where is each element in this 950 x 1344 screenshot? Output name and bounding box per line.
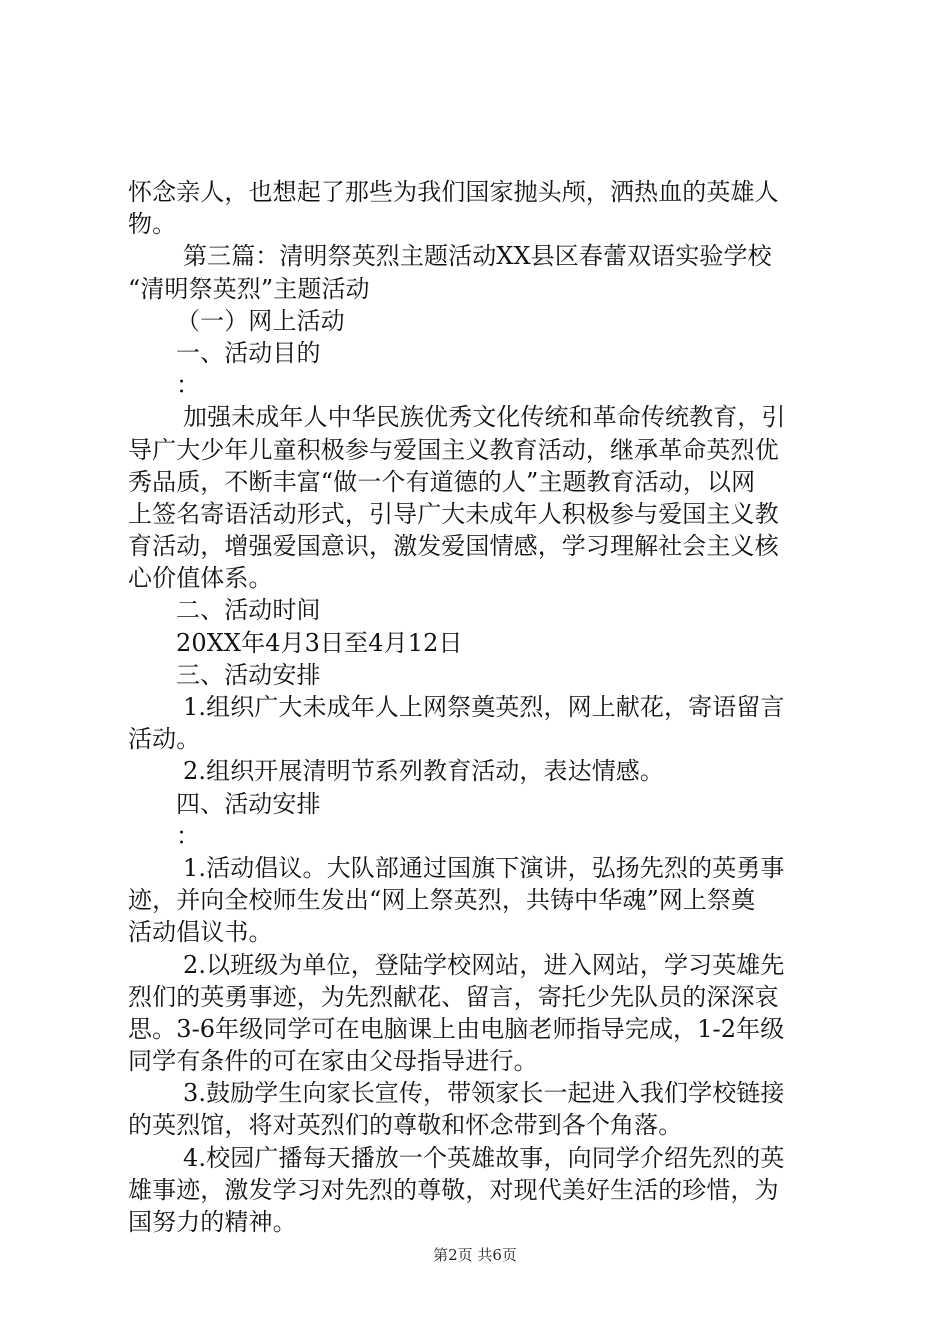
list-item: 2.以班级为单位，登陆学校网站，进入网站，学习英雄先 — [183, 950, 785, 979]
subheading: 四、活动安排 — [176, 789, 321, 818]
text-line: 迹，并向全校师生发出“网上祭英烈，共铸中华魂”网上祭奠 — [128, 886, 756, 915]
text-line: 雄事迹，激发学习对先烈的尊敬，对现代美好生活的珍惜，为 — [128, 1175, 779, 1204]
text-line: 的英烈馆，将对英烈们的尊敬和怀念带到各个角落。 — [128, 1111, 683, 1140]
text-line: 同学有条件的可在家由父母指导进行。 — [128, 1047, 538, 1076]
text-line: ： — [176, 371, 201, 400]
text-line: 秀品质，不断丰富“做一个有道德的人”主题教育活动，以网 — [128, 467, 756, 496]
text-line: 物。 — [128, 210, 177, 239]
text-line: 烈们的英勇事迹，为先烈献花、留言，寄托少先队员的深深哀 — [128, 982, 779, 1011]
text-line: 20XX年4月3日至4月12日 — [176, 628, 463, 657]
text-line: 导广大少年儿童积极参与爱国主义教育活动，继承革命英烈优 — [128, 435, 779, 464]
list-item: 4.校园广播每天播放一个英雄故事，向同学介绍先烈的英 — [183, 1143, 785, 1172]
text-line: ： — [176, 821, 201, 850]
subheading: （一）网上活动 — [176, 306, 345, 335]
text-line: 国努力的精神。 — [128, 1208, 297, 1236]
subheading: 二、活动时间 — [176, 596, 321, 625]
text-line: 育活动，增强爱国意识，激发爱国情感，学习理解社会主义核 — [128, 532, 779, 561]
section-heading: 第三篇：清明祭英烈主题活动XX县区春蕾双语实验学校 — [183, 242, 772, 271]
body-text — [128, 176, 828, 1238]
page-footer — [0, 1244, 950, 1265]
text-line: 加强未成年人中华民族优秀文化传统和革命传统教育，引 — [183, 403, 786, 432]
text-line: 活动。 — [128, 725, 201, 754]
page-number: 第2页 共6页 — [433, 1246, 517, 1264]
list-item: 1.活动倡议。大队部通过国旗下演讲，弘扬先烈的英勇事 — [183, 853, 785, 882]
text-line: 怀念亲人，也想起了那些为我们国家抛头颅，洒热血的英雄人 — [128, 178, 779, 206]
subheading: 三、活动安排 — [176, 660, 321, 689]
text-line: 活动倡议书。 — [128, 918, 273, 947]
text-line: 上签名寄语活动形式，引导广大未成年人积极参与爱国主义教 — [128, 499, 779, 528]
list-item: 3.鼓励学生向家长宣传，带领家长一起进入我们学校链接 — [183, 1079, 785, 1108]
section-heading-cont: “清明祭英烈”主题活动 — [128, 274, 370, 303]
list-item: 1.组织广大未成年人上网祭奠英烈，网上献花，寄语留言 — [183, 693, 785, 721]
text-line: 思。3-6年级同学可在电脑课上由电脑老师指导完成，1-2年级 — [128, 1014, 785, 1043]
subheading: 一、活动目的 — [176, 338, 321, 367]
text-line: 心价值体系。 — [128, 564, 273, 593]
list-item: 2.组织开展清明节系列教育活动，表达情感。 — [183, 757, 664, 786]
